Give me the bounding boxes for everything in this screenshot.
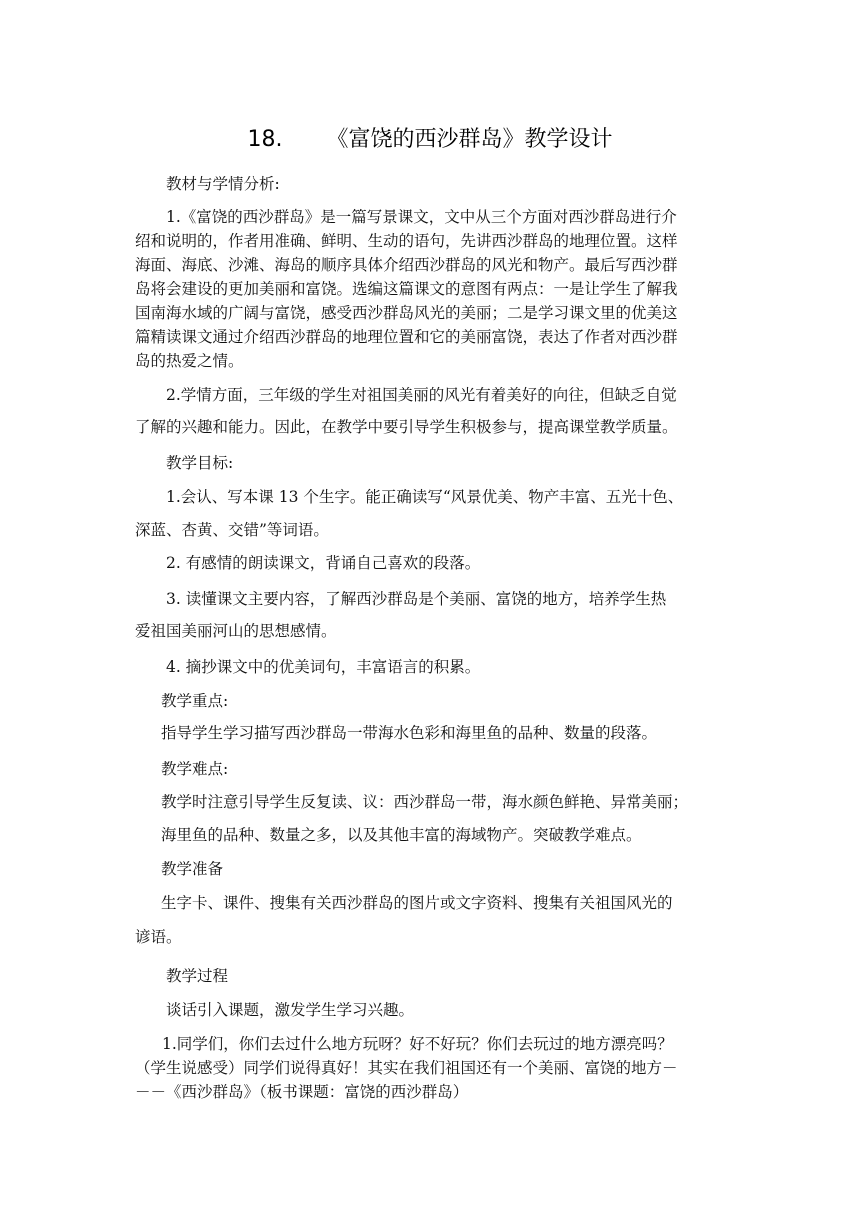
text-line: 深蓝、杏黄、交错”等词语。: [135, 521, 329, 539]
text-line: 岛的热爱之情。: [135, 352, 244, 370]
text-line: 生字卡、课件、搜集有关西沙群岛的图片或文字资料、搜集有关祖国风光的: [161, 894, 673, 912]
section-heading-process: 教学过程: [166, 967, 229, 985]
section-heading-preparation: 教学准备: [161, 860, 224, 878]
text-line: 海面、海底、沙滩、海岛的顺序具体介绍西沙群岛的风光和物产。最后写西沙群: [135, 256, 678, 274]
section-heading-key-points: 教学重点:: [161, 692, 229, 710]
text-line: 绍和说明的，作者用准确、鲜明、生动的语句，先讲西沙群岛的地理位置。这样: [135, 232, 678, 250]
text-line: 1.同学们，你们去过什么地方玩呀？好不好玩？你们去玩过的地方漂亮吗？: [162, 1035, 673, 1053]
goal-item-2: 2. 有感情的朗读课文，背诵自己喜欢的段落。: [166, 554, 481, 572]
text-line: 爱祖国美丽河山的思想感情。: [135, 622, 337, 640]
process-intro: 谈话引入课题，激发学生学习兴趣。: [166, 1001, 415, 1019]
text-line: （学生说感受）同学们说得真好！其实在我们祖国还有一个美丽、富饶的地方－: [135, 1059, 678, 1077]
section-heading-analysis: 教材与学情分析:: [166, 175, 280, 193]
text-line: 教学时注意引导学生反复读、议：西沙群岛一带，海水颜色鲜艳、异常美丽；: [161, 793, 689, 811]
text-line: 岛将会建设的更加美丽和富饶。选编这篇课文的意图有两点：一是让学生了解我: [135, 280, 678, 298]
key-points-text: 指导学生学习描写西沙群岛一带海水色彩和海里鱼的品种、数量的段落。: [161, 724, 658, 742]
title-text: 《富饶的西沙群岛》教学设计: [326, 127, 613, 152]
text-line: 海里鱼的品种、数量之多，以及其他丰富的海域物产。突破教学难点。: [161, 826, 642, 844]
section-heading-goals: 教学目标:: [166, 454, 234, 472]
title-number: 18.: [247, 127, 283, 152]
page-title: [0, 122, 860, 153]
text-line: 了解的兴趣和能力。因此，在教学中要引导学生积极参与，提高课堂教学质量。: [135, 418, 678, 436]
text-line: 国南海水域的广阔与富饶，感受西沙群岛风光的美丽；二是学习课文里的优美这: [135, 304, 678, 322]
text-line: 1.《富饶的西沙群岛》是一篇写景课文，文中从三个方面对西沙群岛进行介: [166, 208, 677, 226]
text-line: 1.会认、写本课 13 个生字。能正确读写“风景优美、物产丰富、五光十色、: [166, 488, 684, 506]
text-line: 2.学情方面，三年级的学生对祖国美丽的风光有着美好的向往，但缺乏自觉: [166, 386, 677, 404]
text-line: －－《西沙群岛》（板书课题：富饶的西沙群岛）: [135, 1083, 469, 1101]
text-line: 3. 读懂课文主要内容，了解西沙群岛是个美丽、富饶的地方，培养学生热: [166, 590, 667, 608]
goal-item-4: 4. 摘抄课文中的优美词句，丰富语言的积累。: [166, 658, 481, 676]
text-line: 篇精读课文通过介绍西沙群岛的地理位置和它的美丽富饶，表达了作者对西沙群: [135, 328, 678, 346]
text-line: 谚语。: [135, 928, 182, 946]
section-heading-difficulties: 教学难点:: [161, 760, 229, 778]
